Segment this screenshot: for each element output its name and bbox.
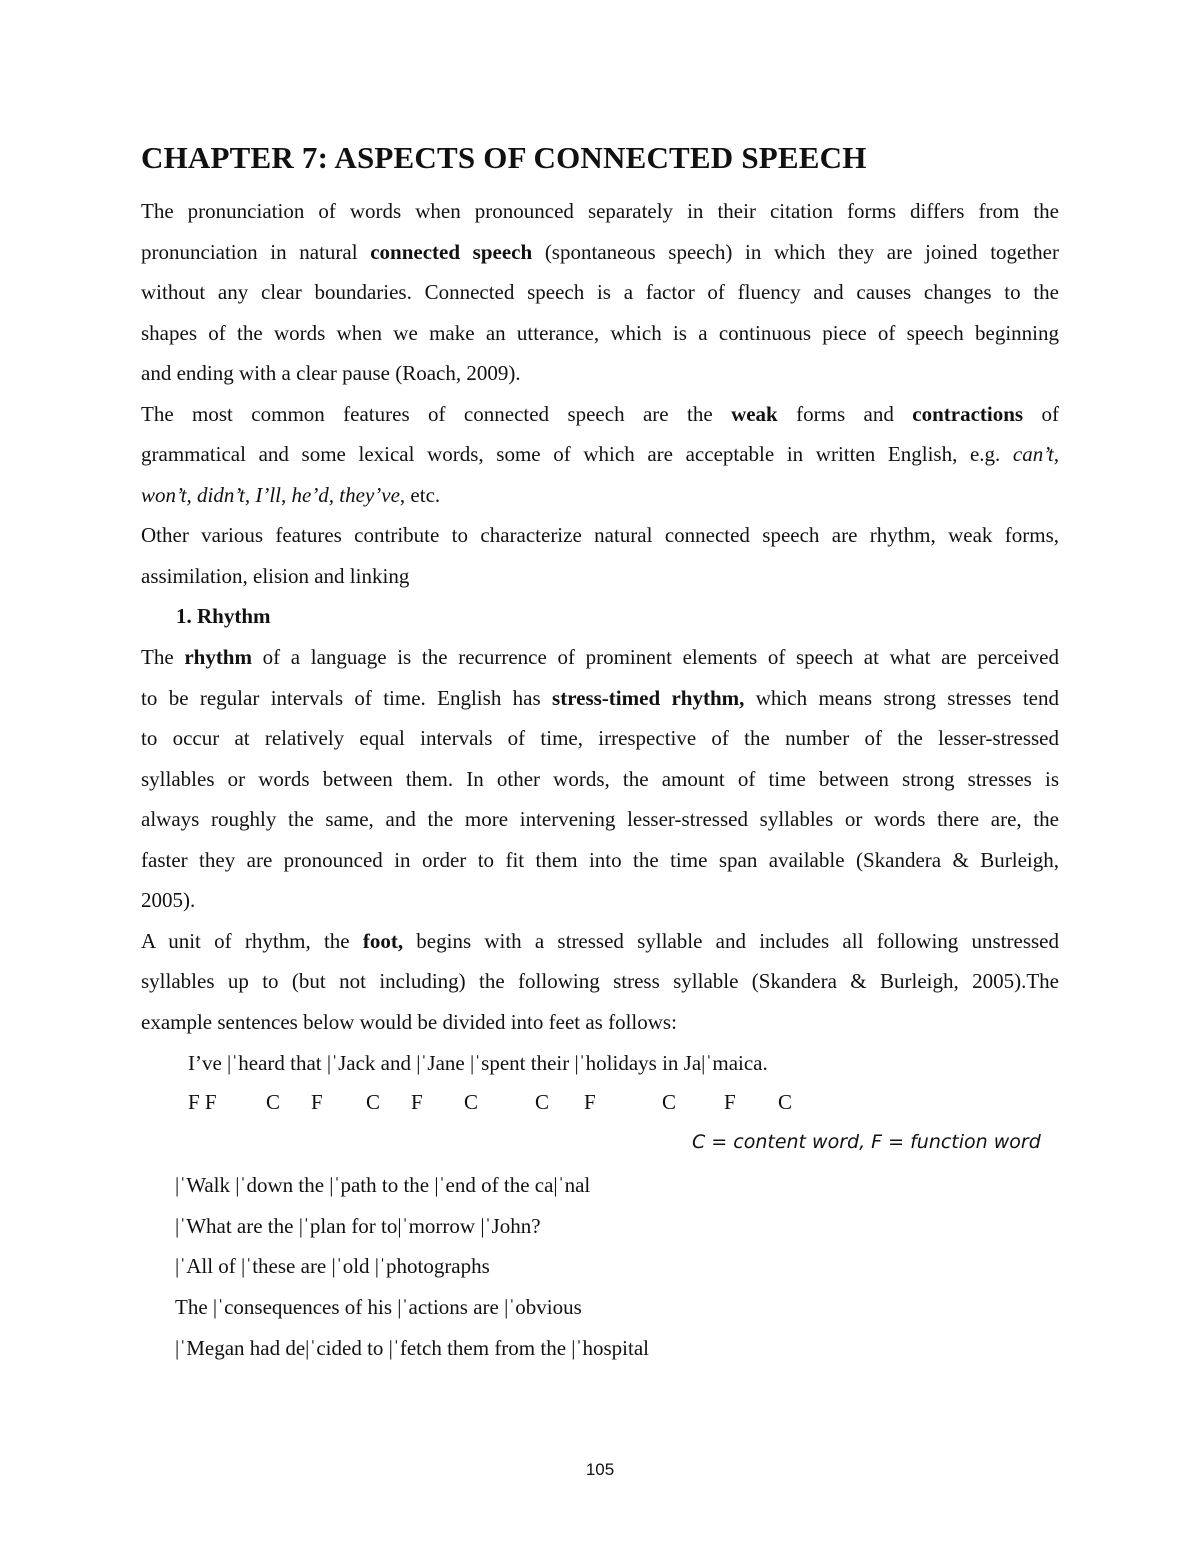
text-run: The xyxy=(141,645,185,669)
text-run: of xyxy=(1023,402,1059,426)
text-run: to be regular intervals of time. English has xyxy=(141,686,553,710)
cf-label: C xyxy=(464,1090,479,1114)
text-run: begins with a stressed syllable and includes all following unstressed xyxy=(403,929,1059,953)
cf-label: C xyxy=(535,1090,550,1114)
term-weak: weak xyxy=(731,402,778,426)
p5-line-3: example sentences below would be divided into feet as follows: xyxy=(141,1010,677,1034)
p4-line-4: syllables or words between them. In other words, the amount of time between strong stresses is xyxy=(141,767,1059,791)
cf-label: F xyxy=(724,1090,736,1114)
p4-line-1 xyxy=(141,644,1059,670)
term-foot: foot, xyxy=(362,929,404,953)
p1-line-1: The pronunciation of words when pronounced separately in their citation forms differs from the xyxy=(141,199,1059,223)
p4-line-5: always roughly the same, and the more intervening lesser-stressed syllables or words there are, the xyxy=(141,807,1059,831)
p1-line-2 xyxy=(141,239,1059,265)
example-line-3: |ˈAll of |ˈthese are |ˈold |ˈphotographs xyxy=(175,1254,490,1278)
cf-label: F xyxy=(584,1090,596,1114)
text-run: (spontaneous speech) in which they are joined together xyxy=(532,240,1059,264)
contraction-examples: won’t, didn’t, I’ll, he’d, they’ve xyxy=(141,483,400,507)
p5-line-1 xyxy=(141,928,1059,954)
p4-line-6: faster they are pronounced in order to fit them into the time span available (Skandera & Burleigh, xyxy=(141,848,1059,872)
text-run: which means strong stresses tend xyxy=(744,686,1059,710)
term-rhythm: rhythm xyxy=(184,645,252,669)
section-heading-rhythm: 1. Rhythm xyxy=(176,604,271,628)
p4-line-2 xyxy=(141,685,1059,711)
example-line-5: |ˈMegan had de|ˈcided to |ˈfetch them from the |ˈhospital xyxy=(175,1336,649,1360)
example-sentence: I’ve |ˈheard that |ˈJack and |ˈJane |ˈspent their |ˈholidays in Ja|ˈmaica. xyxy=(188,1051,768,1075)
p1-line-5: and ending with a clear pause (Roach, 2009). xyxy=(141,361,521,385)
p1-line-3: without any clear boundaries. Connected speech is a factor of fluency and causes changes to the xyxy=(141,280,1059,304)
text-run: grammatical and some lexical words, some of which are acceptable in written English, e.g. xyxy=(141,442,1013,466)
text-run: of a language is the recurrence of prominent elements of speech at what are perceived xyxy=(251,645,1059,669)
p1-line-4: shapes of the words when we make an utterance, which is a continuous piece of speech beginning xyxy=(141,321,1059,345)
p5-line-2: syllables up to (but not including) the following stress syllable (Skandera & Burleigh, 2005).The xyxy=(141,969,1059,993)
page-number: 105 xyxy=(585,1460,615,1479)
p2-line-2 xyxy=(141,441,1059,467)
cf-label: C xyxy=(366,1090,381,1114)
text-run: forms and xyxy=(777,402,913,426)
p4-line-7: 2005). xyxy=(141,888,196,912)
text-run: pronunciation in natural xyxy=(141,240,371,264)
term-connected-speech: connected speech xyxy=(370,240,533,264)
chapter-title: CHAPTER 7: ASPECTS OF CONNECTED SPEECH xyxy=(141,140,867,175)
p2-line-1 xyxy=(141,401,1059,427)
cf-label: C xyxy=(778,1090,793,1114)
cf-label: F xyxy=(411,1090,423,1114)
term-stress-timed-rhythm: stress-timed rhythm, xyxy=(552,686,745,710)
cf-label: F F xyxy=(188,1090,217,1114)
p2-line-3 xyxy=(141,482,440,508)
cf-label: C xyxy=(662,1090,677,1114)
p4-line-3: to occur at relatively equal intervals of time, irrespective of the number of the lesser-stressed xyxy=(141,726,1059,750)
example-line-4: The |ˈconsequences of his |ˈactions are |ˈobvious xyxy=(175,1295,582,1319)
text-run: The most common features of connected speech are the xyxy=(141,402,732,426)
cf-label: C xyxy=(266,1090,281,1114)
contraction-examples: can’t, xyxy=(1012,442,1059,466)
p3-line-2: assimilation, elision and linking xyxy=(141,564,410,588)
cf-label: F xyxy=(311,1090,323,1114)
legend: C = content word, F = function word xyxy=(692,1131,1041,1153)
example-line-2: |ˈWhat are the |ˈplan for to|ˈmorrow |ˈJohn? xyxy=(175,1214,541,1238)
text-run: A unit of rhythm, the xyxy=(141,929,363,953)
text-run: , etc. xyxy=(399,483,441,507)
example-line-1: |ˈWalk |ˈdown the |ˈpath to the |ˈend of the ca|ˈnal xyxy=(175,1173,591,1197)
p3-line-1: Other various features contribute to characterize natural connected speech are rhythm, weak forms, xyxy=(141,523,1059,547)
term-contractions: contractions xyxy=(912,402,1024,426)
